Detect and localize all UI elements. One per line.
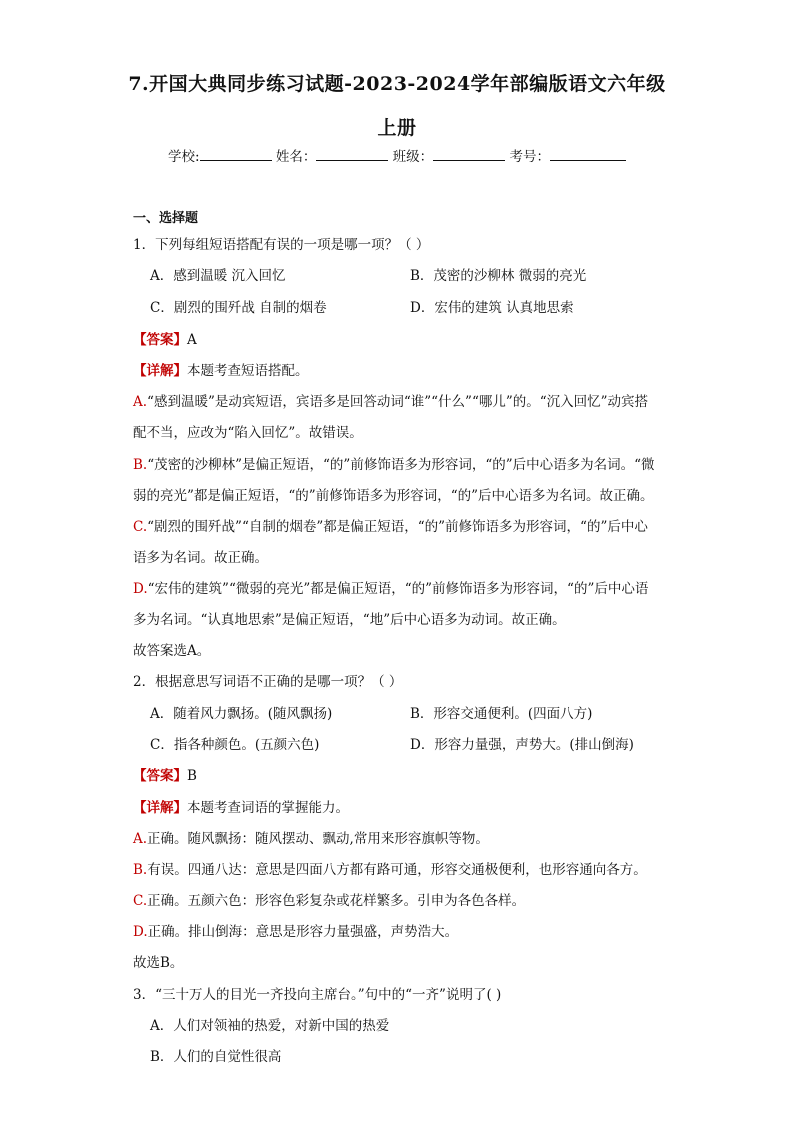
- name-blank[interactable]: [316, 146, 388, 161]
- explanation-text: “感到温暖”是动宾短语，宾语多是回答动词“谁”“什么”“哪儿”的。“沉入回忆”动宾搭: [147, 394, 649, 410]
- q1-stem: 1．下列每组短语搭配有误的一项是哪一项？（ ）: [133, 237, 430, 253]
- q1-b-explanation: [133, 453, 655, 473]
- q1-a-explanation: [133, 390, 648, 410]
- explanation-text: 正确。随风飘扬：随风摆动、飘动,常用来形容旗帜等物。: [147, 831, 489, 847]
- q1-c-explanation: [133, 515, 648, 535]
- document-title-line1: 7.开国大典同步练习试题-2023-2024学年部编版语文六年级: [128, 73, 666, 95]
- q1-detail: [133, 359, 309, 379]
- q2-answer: [133, 764, 197, 784]
- label-a: A.: [133, 831, 148, 847]
- school-blank[interactable]: [200, 146, 272, 161]
- explanation-text: 正确。排山倒海：意思是形容力量强盛，声势浩大。: [147, 924, 459, 940]
- label-d: D.: [133, 581, 148, 597]
- explanation-text: 有误。四通八达：意思是四面八方都有路可通，形容交通极便利，也形容通向各方。: [147, 862, 647, 878]
- class-blank[interactable]: [433, 146, 505, 161]
- q1-conclusion: 故答案选A。: [133, 643, 211, 659]
- q1-b-explanation-cont: 弱的亮光”都是偏正短语，“的”前修饰语多为形容词，“的”后中心语多为名词。故正确。: [133, 488, 654, 504]
- detail-text: 本题考查短语搭配。: [187, 363, 309, 379]
- q1-option-d: D．宏伟的建筑 认真地思索: [410, 300, 574, 316]
- document-title-line2: 上册: [377, 117, 417, 139]
- label-b: B.: [133, 862, 148, 878]
- q1-answer: [133, 328, 197, 348]
- q1-a-explanation-cont: 配不当，应改为“陷入回忆”。故错误。: [133, 425, 363, 441]
- q2-conclusion: 故选B。: [133, 955, 184, 971]
- section-heading: 一、选择题: [133, 211, 199, 226]
- label-c: C.: [133, 519, 148, 535]
- q2-option-c: C．指各种颜色。(五颜六色): [150, 737, 320, 753]
- answer-tag: 【答案】: [133, 332, 187, 348]
- q1-option-a: A．感到温暖 沉入回忆: [150, 268, 286, 284]
- detail-text: 本题考查词语的掌握能力。: [187, 800, 349, 816]
- q2-d-explanation: [133, 920, 458, 940]
- name-label: 姓名：: [275, 149, 317, 165]
- explanation-text: “宏伟的建筑”“微弱的亮光”都是偏正短语，“的”前修饰语多为形容词，“的”后中心语: [147, 581, 649, 597]
- q2-option-a: A．随着风力飘扬。(随风飘扬): [150, 706, 333, 722]
- answer-tag: 【答案】: [133, 768, 187, 784]
- answer-value: B: [187, 768, 197, 784]
- q1-option-b: B．茂密的沙柳林 微弱的亮光: [410, 268, 587, 284]
- detail-tag: 【详解】: [133, 363, 187, 379]
- q1-c-explanation-cont: 语多为名词。故正确。: [133, 550, 268, 566]
- explanation-text: “剧烈的围歼战”“自制的烟卷”都是偏正短语，“的”前修饰语多为形容词，“的”后中心: [147, 519, 648, 535]
- q2-option-b: B．形容交通便利。(四面八方): [410, 706, 593, 722]
- label-b: B.: [133, 457, 148, 473]
- exam-no-label: 考号：: [509, 149, 550, 165]
- label-c: C.: [133, 893, 148, 909]
- q3-option-b: B．人们的自觉性很高: [150, 1049, 282, 1065]
- label-d: D.: [133, 924, 148, 940]
- answer-value: A: [187, 332, 197, 348]
- q2-option-d: D．形容力量强，声势大。(排山倒海): [410, 737, 634, 753]
- q1-d-explanation-cont: 多为名词。“认真地思索”是偏正短语，“地”后中心语多为动词。故正确。: [133, 612, 566, 628]
- detail-tag: 【详解】: [133, 800, 187, 816]
- q2-a-explanation: [133, 827, 489, 847]
- q2-b-explanation: [133, 858, 647, 878]
- exam-no-blank[interactable]: [550, 146, 626, 161]
- explanation-text: “茂密的沙柳林”是偏正短语，“的”前修饰语多为形容词，“的”后中心语多为名词。“微: [147, 457, 655, 473]
- q3-stem: 3．“三十万人的目光一齐投向主席台。”句中的“一齐”说明了( ): [133, 987, 502, 1003]
- student-info-row: [0, 145, 794, 165]
- q3-option-a: A．人们对领袖的热爱，对新中国的热爱: [150, 1018, 390, 1034]
- label-a: A.: [133, 394, 148, 410]
- explanation-text: 正确。五颜六色：形容色彩复杂或花样繁多。引申为各色各样。: [147, 893, 526, 909]
- q1-option-c: C．剧烈的围歼战 自制的烟卷: [150, 300, 327, 316]
- class-label: 班级：: [392, 149, 434, 165]
- q2-c-explanation: [133, 889, 525, 909]
- q2-detail: [133, 796, 349, 816]
- school-label: 学校:: [168, 149, 200, 165]
- q1-d-explanation: [133, 577, 648, 597]
- q2-stem: 2．根据意思写词语不正确的是哪一项？（ ）: [133, 674, 403, 690]
